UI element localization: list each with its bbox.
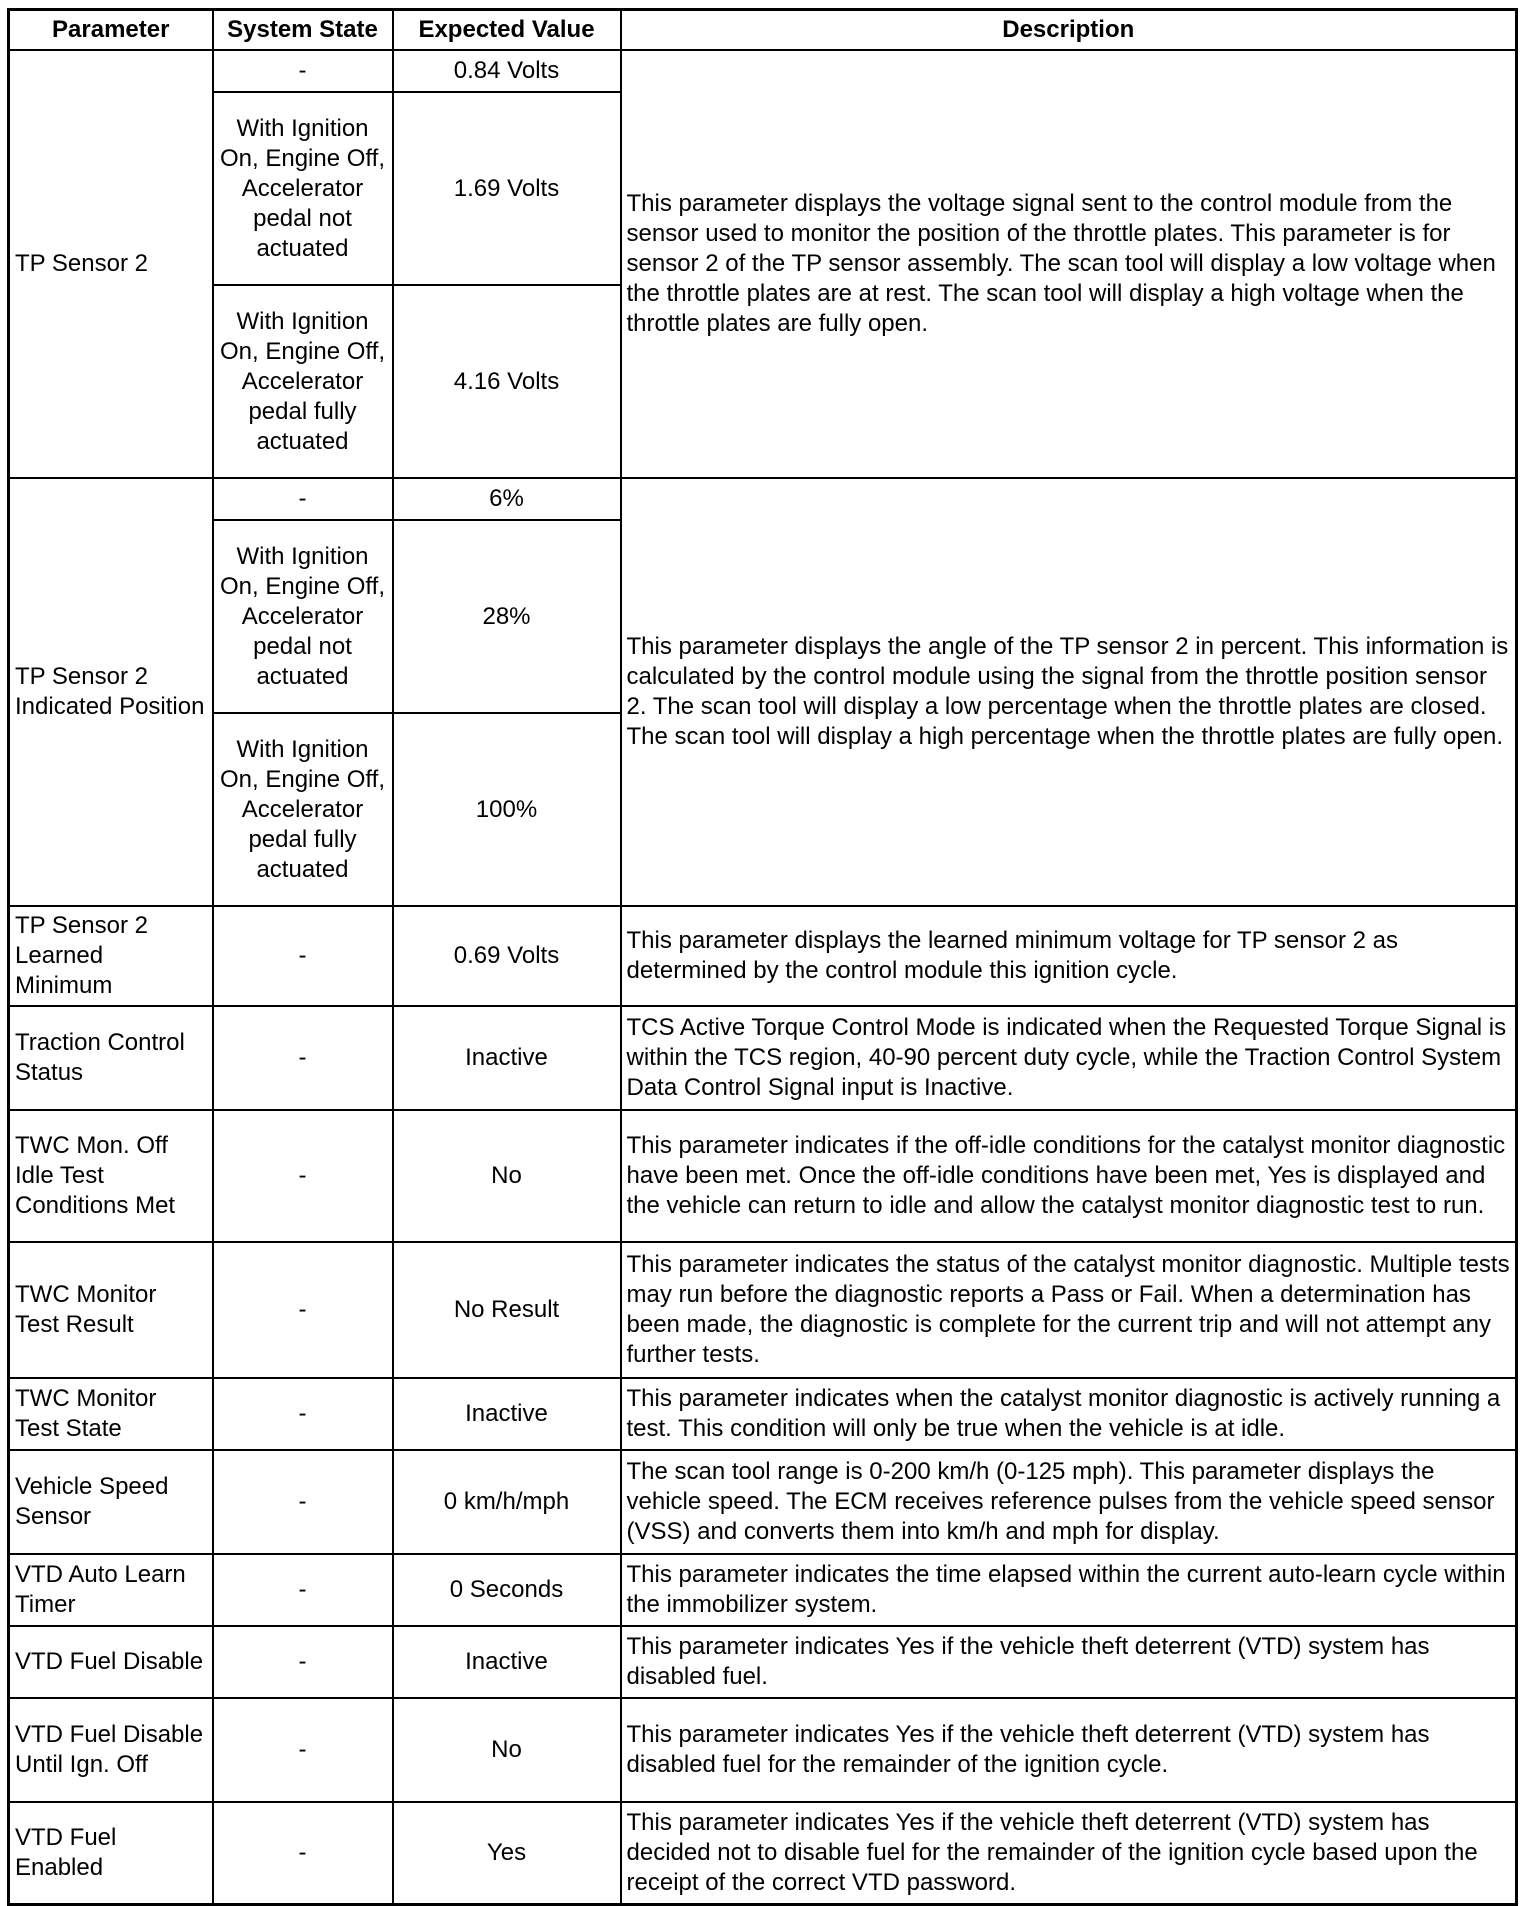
- expected-value-cell: 6%: [393, 478, 621, 520]
- table-row: [9, 1626, 1517, 1698]
- table-row: [9, 1698, 1517, 1802]
- description-cell: This parameter indicates Yes if the vehicle theft deterrent (VTD) system has decided not to disable fuel for the remainder of the ignition cycle based upon the receipt of the correct VTD password.: [621, 1802, 1517, 1904]
- table-row: [9, 1006, 1517, 1110]
- table-row: [9, 50, 1517, 92]
- system-state-cell: -: [213, 1450, 393, 1554]
- parameter-cell: TP Sensor 2: [9, 50, 213, 478]
- table-row: [9, 1450, 1517, 1554]
- system-state-cell: -: [213, 1006, 393, 1110]
- system-state-cell: -: [213, 1554, 393, 1626]
- expected-value-cell: 0 km/h/mph: [393, 1450, 621, 1554]
- system-state-cell: With Ignition On, Engine Off, Accelerator pedal not actuated: [213, 92, 393, 285]
- parameter-cell: VTD Auto Learn Timer: [9, 1554, 213, 1626]
- table-row: [9, 1554, 1517, 1626]
- parameter-cell: Traction Control Status: [9, 1006, 213, 1110]
- expected-value-cell: 4.16 Volts: [393, 285, 621, 478]
- system-state-cell: With Ignition On, Engine Off, Accelerator pedal fully actuated: [213, 713, 393, 906]
- system-state-cell: -: [213, 1378, 393, 1450]
- parameter-cell: VTD Fuel Disable Until Ign. Off: [9, 1698, 213, 1802]
- description-cell: This parameter displays the learned minimum voltage for TP sensor 2 as determined by the control module this ignition cycle.: [621, 906, 1517, 1006]
- expected-value-cell: 100%: [393, 713, 621, 906]
- system-state-cell: -: [213, 50, 393, 92]
- expected-value-cell: Inactive: [393, 1378, 621, 1450]
- expected-value-cell: No Result: [393, 1242, 621, 1378]
- parameter-cell: VTD Fuel Disable: [9, 1626, 213, 1698]
- table-header-row: [9, 10, 1517, 51]
- description-cell: This parameter indicates Yes if the vehicle theft deterrent (VTD) system has disabled fuel.: [621, 1626, 1517, 1698]
- header-expected-value: Expected Value: [393, 10, 621, 51]
- table-row: [9, 1110, 1517, 1242]
- parameter-cell: TP Sensor 2 Learned Minimum: [9, 906, 213, 1006]
- parameter-table: [7, 8, 1518, 1906]
- parameter-cell: VTD Fuel Enabled: [9, 1802, 213, 1904]
- parameter-cell: TWC Monitor Test Result: [9, 1242, 213, 1378]
- parameter-table-sheet: [7, 8, 1515, 1896]
- parameter-cell: TP Sensor 2 Indicated Position: [9, 478, 213, 906]
- description-cell: This parameter indicates when the catalyst monitor diagnostic is actively running a test. This condition will only be true when the vehicle is at idle.: [621, 1378, 1517, 1450]
- system-state-cell: -: [213, 1802, 393, 1904]
- system-state-cell: With Ignition On, Engine Off, Accelerator pedal not actuated: [213, 520, 393, 713]
- expected-value-cell: Yes: [393, 1802, 621, 1904]
- system-state-cell: -: [213, 1626, 393, 1698]
- table-row: [9, 906, 1517, 1006]
- expected-value-cell: No: [393, 1110, 621, 1242]
- header-parameter: Parameter: [9, 10, 213, 51]
- system-state-cell: -: [213, 906, 393, 1006]
- expected-value-cell: Inactive: [393, 1006, 621, 1110]
- table-row: [9, 478, 1517, 520]
- parameter-cell: TWC Mon. Off Idle Test Conditions Met: [9, 1110, 213, 1242]
- system-state-cell: -: [213, 1698, 393, 1802]
- system-state-cell: -: [213, 478, 393, 520]
- expected-value-cell: 0 Seconds: [393, 1554, 621, 1626]
- expected-value-cell: 1.69 Volts: [393, 92, 621, 285]
- expected-value-cell: Inactive: [393, 1626, 621, 1698]
- description-cell: TCS Active Torque Control Mode is indicated when the Requested Torque Signal is within the TCS region, 40-90 percent duty cycle, while the Traction Control System Data Control Signal input is Inactive.: [621, 1006, 1517, 1110]
- description-cell: This parameter indicates Yes if the vehicle theft deterrent (VTD) system has disabled fuel for the remainder of the ignition cycle.: [621, 1698, 1517, 1802]
- system-state-cell: With Ignition On, Engine Off, Accelerator pedal fully actuated: [213, 285, 393, 478]
- header-system-state: System State: [213, 10, 393, 51]
- header-description: Description: [621, 10, 1517, 51]
- table-row: [9, 1802, 1517, 1904]
- expected-value-cell: 28%: [393, 520, 621, 713]
- description-cell: The scan tool range is 0-200 km/h (0-125 mph). This parameter displays the vehicle speed. The ECM receives reference pulses from the vehicle speed sensor (VSS) and converts them into km/h and mph for display.: [621, 1450, 1517, 1554]
- table-row: [9, 1378, 1517, 1450]
- parameter-cell: Vehicle Speed Sensor: [9, 1450, 213, 1554]
- expected-value-cell: No: [393, 1698, 621, 1802]
- system-state-cell: -: [213, 1242, 393, 1378]
- description-cell: This parameter indicates if the off-idle conditions for the catalyst monitor diagnostic have been met. Once the off-idle conditions have been met, Yes is displayed and the vehicle can return to idle and allow the catalyst monitor diagnostic test to run.: [621, 1110, 1517, 1242]
- system-state-cell: -: [213, 1110, 393, 1242]
- description-cell: This parameter displays the angle of the TP sensor 2 in percent. This information is calculated by the control module using the signal from the throttle position sensor 2. The scan tool will display a low percentage when the throttle plates are closed. The scan tool will display a high percentage when the throttle plates are fully open.: [621, 478, 1517, 906]
- expected-value-cell: 0.84 Volts: [393, 50, 621, 92]
- parameter-cell: TWC Monitor Test State: [9, 1378, 213, 1450]
- description-cell: This parameter displays the voltage signal sent to the control module from the sensor used to monitor the position of the throttle plates. This parameter is for sensor 2 of the TP sensor assembly. The scan tool will display a low voltage when the throttle plates are at rest. The scan tool will display a high voltage when the throttle plates are fully open.: [621, 50, 1517, 478]
- expected-value-cell: 0.69 Volts: [393, 906, 621, 1006]
- table-row: [9, 1242, 1517, 1378]
- description-cell: This parameter indicates the status of the catalyst monitor diagnostic. Multiple tests may run before the diagnostic reports a Pass or Fail. When a determination has been made, the diagnostic is complete for the current trip and will not attempt any further tests.: [621, 1242, 1517, 1378]
- description-cell: This parameter indicates the time elapsed within the current auto-learn cycle within the immobilizer system.: [621, 1554, 1517, 1626]
